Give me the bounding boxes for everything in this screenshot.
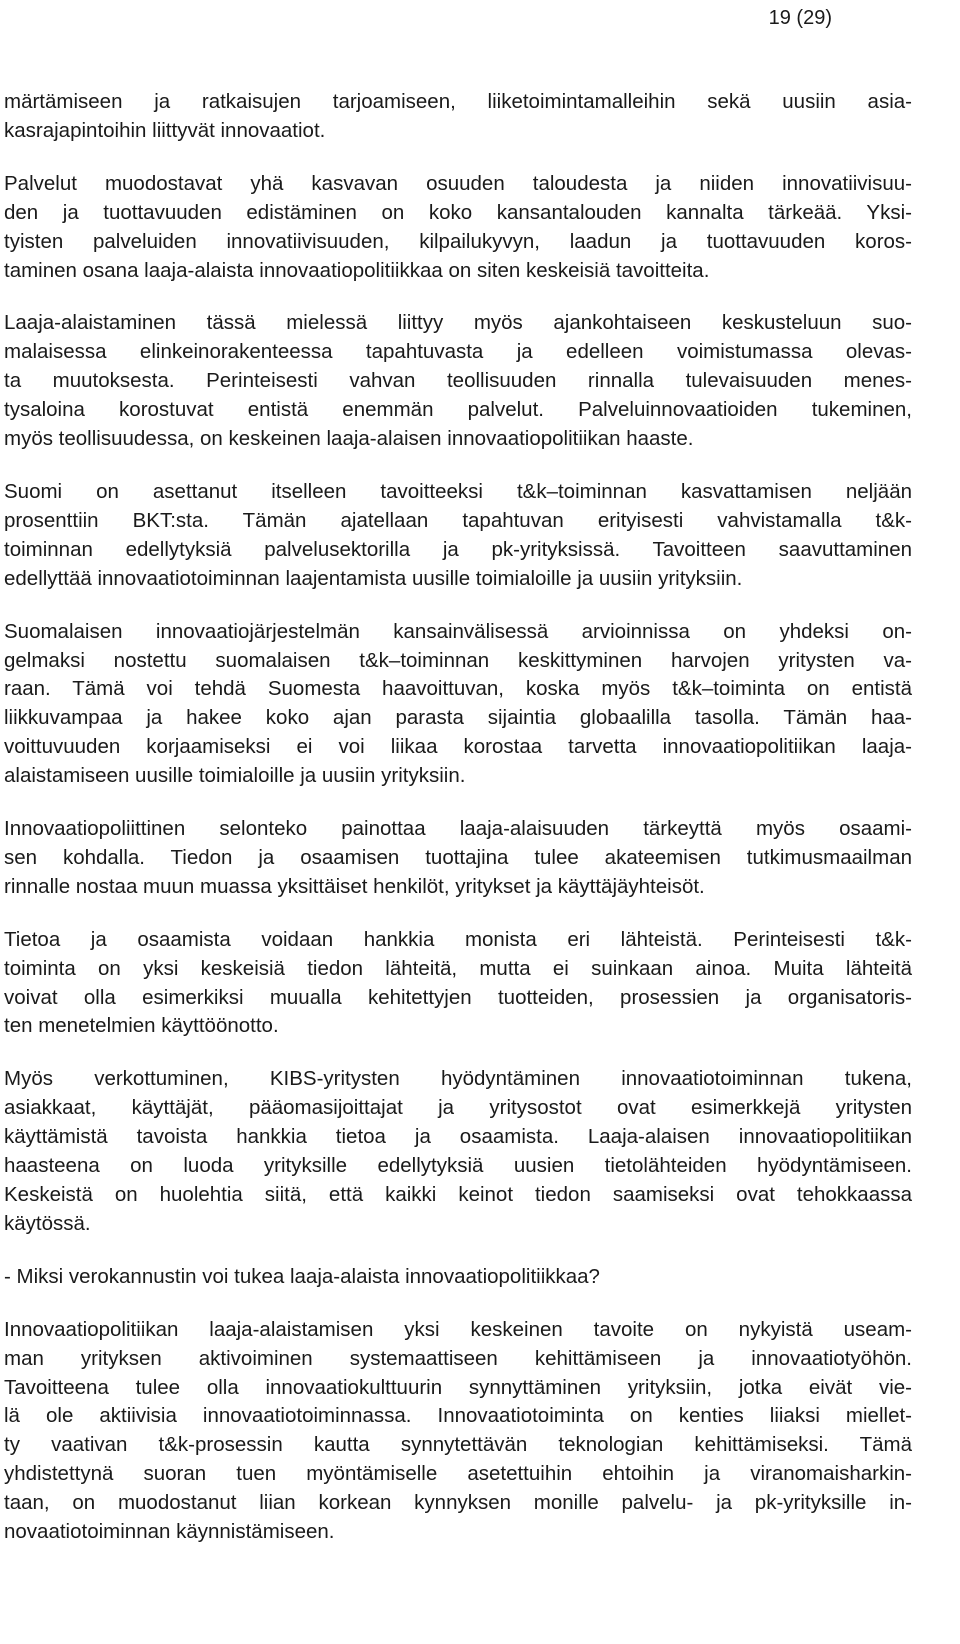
text-line: man yrityksen aktivoiminen systemaattiseen kehittämiseen ja innovaatiotyöhön. — [4, 1346, 912, 1370]
text-line: ta muutoksesta. Perinteisesti vahvan teollisuuden rinnalla tulevaisuuden menes- — [4, 369, 912, 393]
text-line: Palvelut muodostavat yhä kasvavan osuuden taloudesta ja niiden innovatiivisuu- — [4, 171, 912, 195]
paragraph — [0, 618, 960, 791]
text-line: ten menetelmien käyttöönotto. — [4, 1014, 279, 1038]
text-line: kasrajapintoihin liittyvät innovaatiot. — [4, 118, 326, 142]
text-line: myös teollisuudessa, on keskeinen laaja-alaisen innovaatiopolitiikan haaste. — [4, 427, 694, 451]
document-body — [0, 88, 960, 1571]
text-line: edellyttää innovaatiotoiminnan laajentamista uusille toimialoille ja uusiin yrityksiin. — [4, 566, 743, 590]
text-line: Innovaatiopoliittinen selonteko painottaa laaja-alaisuuden tärkeyttä myös osaami- — [4, 817, 912, 841]
text-line: asiakkaat, käyttäjät, pääomasijoittajat ja yritysostot ovat esimerkkejä yritysten — [4, 1096, 912, 1120]
question-line — [0, 1263, 960, 1292]
text-line: prosenttiin BKT:sta. Tämän ajatellaan tapahtuvan erityisesti vahvistamalla t&k- — [4, 508, 912, 532]
text-line: alaistamiseen uusille toimialoille ja uusiin yrityksiin. — [4, 764, 466, 788]
text-line: Tietoa ja osaamista voidaan hankkia monista eri lähteistä. Perinteisesti t&k- — [4, 927, 912, 951]
text-line: raan. Tämä voi tehdä Suomesta haavoittuvan, koska myös t&k–toiminta on entistä — [4, 677, 912, 701]
paragraph — [0, 478, 960, 594]
text-line: Myös verkottuminen, KIBS-yritysten hyödyntäminen innovaatiotoiminnan tukena, — [4, 1067, 912, 1091]
text-line: taminen osana laaja-alaista innovaatiopolitiikkaa on siten keskeisiä tavoitteita. — [4, 258, 710, 282]
page-number: 19 (29) — [768, 7, 832, 29]
paragraph — [0, 88, 960, 146]
text-line: rinnalle nostaa muun muassa yksittäiset henkilöt, yritykset ja käyttäjäyhteisöt. — [4, 874, 705, 898]
text-line: Suomi on asettanut itselleen tavoitteeksi t&k–toiminnan kasvattamisen neljään — [4, 479, 912, 503]
paragraph — [0, 1316, 960, 1547]
text-line: den ja tuottavuuden edistäminen on koko kansantalouden kannalta tärkeää. Yksi- — [4, 200, 912, 224]
text-line: käyttämistä tavoista hankkia tietoa ja osaamista. Laaja-alaisen innovaatiopolitiikan — [4, 1125, 912, 1149]
text-line: malaisessa elinkeinorakenteessa tapahtuvasta ja edelleen voimistumassa olevas- — [4, 340, 912, 364]
paragraph — [0, 815, 960, 902]
text-line: yhdistettynä suoran tuen myöntämiselle asetettuihin ehtoihin ja viranomaisharkin- — [4, 1462, 912, 1486]
text-line: käytössä. — [4, 1211, 91, 1235]
paragraph — [0, 309, 960, 454]
text-line: toiminnan edellytyksiä palvelusektorilla ja pk-yrityksissä. Tavoitteen saavuttaminen — [4, 537, 912, 561]
text-line: gelmaksi nostettu suomalaisen t&k–toiminnan keskittyminen harvojen yritysten va- — [4, 648, 912, 672]
text-line: märtämiseen ja ratkaisujen tarjoamiseen, liiketoimintamalleihin sekä uusiin asia- — [4, 90, 912, 113]
text-line: voivat olla esimerkiksi muualla kehitettyjen tuotteiden, prosessien ja organisatoris- — [4, 985, 912, 1009]
text-line: taan, on muodostanut liian korkean kynnyksen monille palvelu- ja pk-yrityksille in- — [4, 1491, 912, 1515]
text-line: liikkuvampaa ja hakee koko ajan parasta sijaintia globaalilla tasolla. Tämän haa- — [4, 706, 912, 730]
text-line: ty vaativan t&k-prosessin kautta synnytettävän teknologian kehittämiseksi. Tämä — [4, 1433, 912, 1457]
text-line: haasteena on luoda yrityksille edellytyksiä uusien tietolähteiden hyödyntämiseen. — [4, 1154, 912, 1178]
text-line: Innovaatiopolitiikan laaja-alaistamisen yksi keskeinen tavoite on nykyistä useam- — [4, 1317, 912, 1341]
text-line: Laaja-alaistaminen tässä mielessä liittyy myös ajankohtaiseen keskusteluun suo- — [4, 311, 912, 335]
paragraph — [0, 170, 960, 286]
text-line: sen kohdalla. Tiedon ja osaamisen tuottajina tulee akateemisen tutkimusmaailman — [4, 845, 912, 869]
text-line: lä ole aktiivisia innovaatiotoiminnassa. Innovaatiotoiminta on kenties liiaksi miellet- — [4, 1404, 912, 1428]
text-line: - Miksi verokannustin voi tukea laaja-alaista innovaatiopolitiikkaa? — [4, 1264, 600, 1288]
paragraph — [0, 1065, 960, 1238]
text-line: tyisten palveluiden innovatiivisuuden, kilpailukyvyn, laadun ja tuottavuuden koros- — [4, 229, 912, 253]
text-line: Tavoitteena tulee olla innovaatiokulttuurin synnyttäminen yrityksiin, jotka eivät vie- — [4, 1375, 912, 1399]
text-line: toiminta on yksi keskeisiä tiedon lähteitä, mutta ei suinkaan ainoa. Muita lähteitä — [4, 956, 912, 980]
text-line: tysaloina korostuvat entistä enemmän palvelut. Palveluinnovaatioiden tukeminen, — [4, 398, 912, 422]
text-line: novaatiotoiminnan käynnistämiseen. — [4, 1520, 335, 1544]
text-line: Keskeistä on huolehtia siitä, että kaikki keinot tiedon saamiseksi ovat tehokkaassa — [4, 1183, 912, 1206]
paragraph — [0, 926, 960, 1042]
text-line: Suomalaisen innovaatiojärjestelmän kansainvälisessä arvioinnissa on yhdeksi on- — [4, 619, 912, 643]
text-line: voittuvuuden korjaamiseksi ei voi liikaa korostaa tarvetta innovaatiopolitiikan laaja- — [4, 735, 912, 759]
